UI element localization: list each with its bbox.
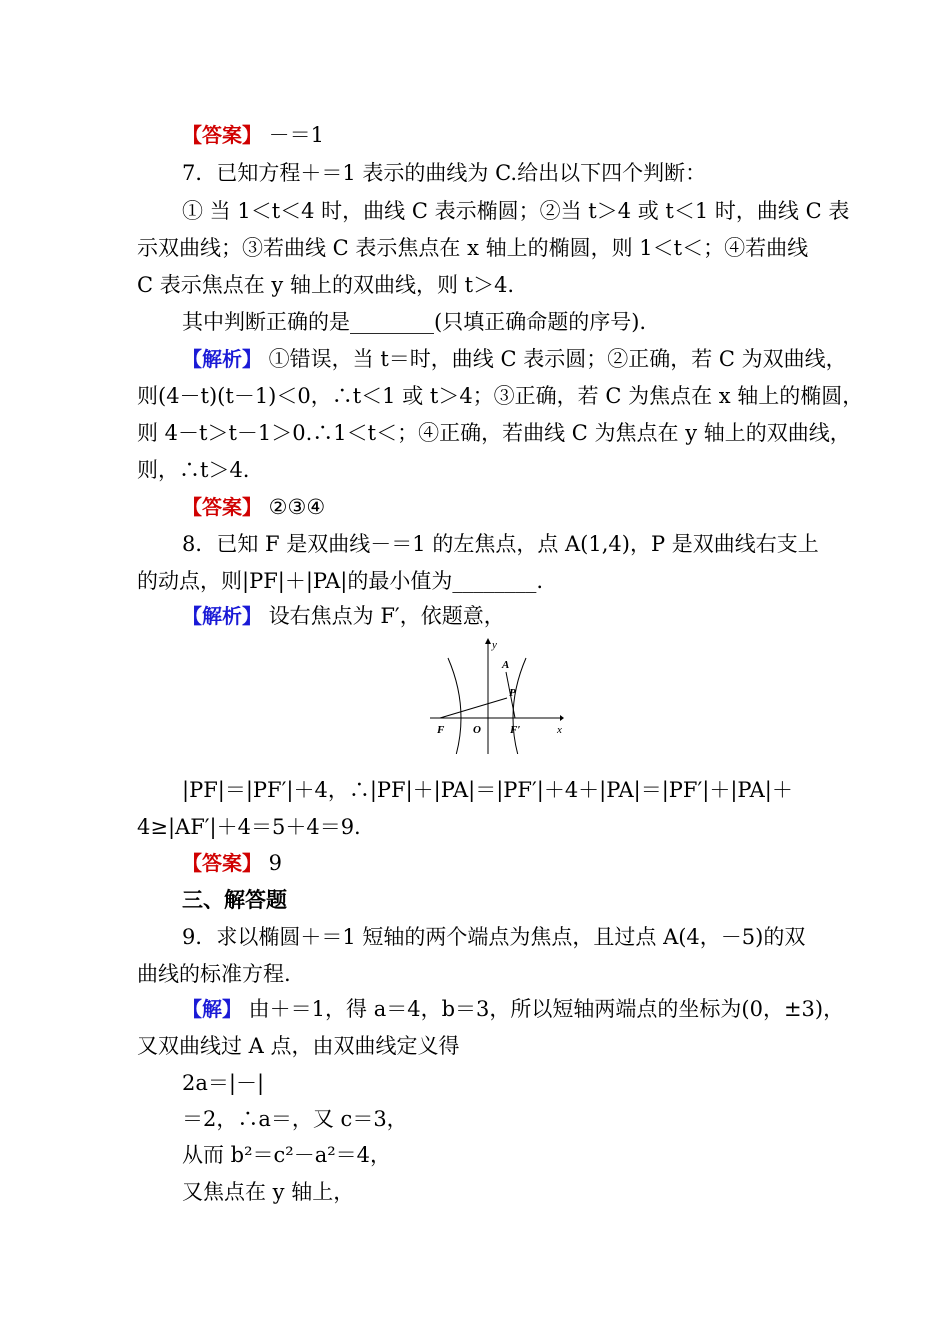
right-branch	[513, 658, 526, 754]
label-F-prime: F′	[510, 724, 521, 736]
analysis-7-line: 则(4－t)(t－1)＜0，∴t＜1 或 t＞4；③正确，若 C 为焦点在 x 轴上的椭圆，	[137, 384, 864, 408]
line-text: 设右焦点为 F′，依题意，	[262, 604, 505, 628]
answer-tag: 【答案】	[182, 123, 262, 147]
analysis-8-line	[0, 601, 950, 631]
analysis-8-line: |PF|＝|PF′|＋4，∴|PF|＋|PA|＝|PF′|＋4＋|PA|＝|PF′|＋|PA|＋	[182, 778, 793, 802]
solution-tag: 【解】	[182, 997, 242, 1021]
analysis-tag: 【解析】	[182, 347, 262, 371]
solution-9-line: 又双曲线过 A 点，由双曲线定义得	[137, 1034, 460, 1058]
line-text: 9	[262, 851, 283, 875]
question-7-title: 7．已知方程＋＝1 表示的曲线为 C.给出以下四个判断：	[182, 161, 707, 185]
question-9-title: 9．求以椭圆＋＝1 短轴的两个端点为焦点，且过点 A(4，－5)的双	[182, 925, 806, 949]
analysis-7-line: 则，∴t＞4.	[137, 458, 250, 482]
line-1	[0, 120, 950, 150]
question-7-line: C 表示焦点在 y 轴上的双曲线，则 t＞4.	[137, 273, 515, 297]
label-F: F	[437, 724, 445, 736]
solution-9-line: 2a＝|－|	[182, 1071, 265, 1095]
question-7-prompt: 其中判断正确的是________(只填正确命题的序号).	[182, 310, 647, 334]
solution-9-line	[0, 994, 950, 1024]
line-text: ②③④	[262, 495, 326, 519]
line-text: －＝1	[262, 123, 325, 147]
question-8-title: 8．已知 F 是双曲线－＝1 的左焦点，点 A(1,4)，P 是双曲线右支上	[182, 532, 819, 556]
label-O: O	[473, 724, 481, 736]
solution-9-line: 从而 b²＝c²－a²＝4，	[182, 1143, 392, 1167]
label-A: A	[502, 659, 510, 671]
y-axis-arrow	[485, 638, 491, 644]
analysis-7-line	[0, 344, 950, 374]
hyperbola-figure	[430, 636, 564, 754]
label-y: y	[492, 639, 497, 651]
answer-tag: 【答案】	[182, 495, 262, 519]
answer-7	[0, 492, 950, 522]
question-7-line: 示双曲线；③若曲线 C 表示焦点在 x 轴上的椭圆，则 1＜t＜；④若曲线	[137, 236, 809, 260]
solution-9-line: 又焦点在 y 轴上，	[182, 1180, 355, 1204]
analysis-7-line: 则 4－t＞t－1＞0.∴1＜t＜；④正确，若曲线 C 为焦点在 y 轴上的双曲线，	[137, 421, 851, 445]
question-7-line: ① 当 1＜t＜4 时，曲线 C 表示椭圆；②当 t＞4 或 t＜1 时，曲线 C 表	[182, 199, 850, 223]
solution-9-line: ＝2，∴a＝，又 c＝3，	[182, 1107, 408, 1131]
segment-FP	[440, 698, 507, 718]
label-x: x	[557, 724, 562, 736]
analysis-8-line: 4≥|AF′|＋4＝5＋4＝9.	[137, 815, 361, 839]
section-heading: 三、解答题	[182, 888, 287, 912]
x-axis-arrow	[560, 715, 564, 721]
line-text: 由＋＝1，得 a＝4，b＝3，所以短轴两端点的坐标为(0，±3)，	[242, 997, 845, 1021]
line-text: ①错误，当 t＝时，曲线 C 表示圆；②正确，若 C 为双曲线，	[262, 347, 847, 371]
label-P: P	[509, 687, 516, 699]
left-branch	[448, 658, 461, 754]
answer-tag: 【答案】	[182, 851, 262, 875]
answer-8	[0, 848, 950, 878]
analysis-tag: 【解析】	[182, 604, 262, 628]
question-8-line: 的动点，则|PF|＋|PA|的最小值为________.	[137, 569, 544, 593]
question-9-line: 曲线的标准方程.	[137, 962, 291, 986]
